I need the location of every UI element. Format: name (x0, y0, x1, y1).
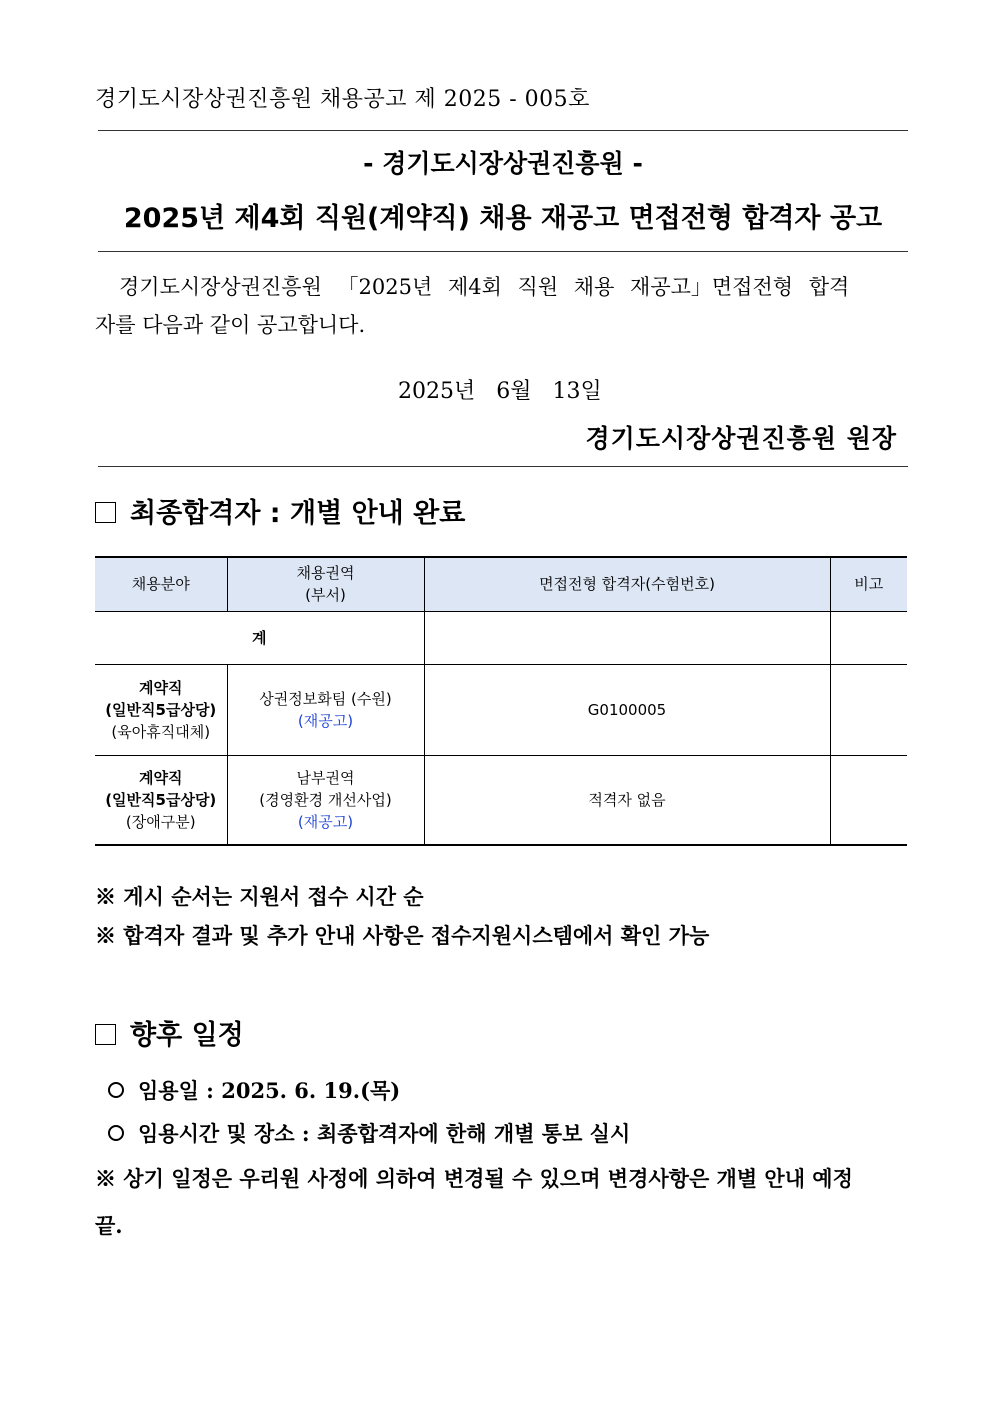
row-field-line3: (장애구분) (125, 812, 196, 831)
row-region-note: (재공고) (297, 812, 354, 831)
section-final-passers-title (95, 491, 465, 530)
circle-bullet-icon (108, 1125, 124, 1141)
intro-paragraph (95, 268, 895, 344)
header-region (227, 557, 424, 611)
note-posting-order: ※ 게시 순서는 지원서 접수 시간 순 (95, 884, 424, 909)
row-remarks (830, 664, 907, 755)
document-number: 경기도시장상권진흥원 채용공고 제 2025 - 005호 (95, 87, 590, 112)
schedule-item-text: 임용일 : 2025. 6. 19.(목) (138, 1078, 401, 1103)
header-remarks: 비고 (830, 557, 907, 611)
row-passer: 적격자 없음 (424, 755, 830, 845)
header-region-line1: 채용권역 (296, 564, 355, 583)
header-region-line2: (부서) (305, 586, 346, 605)
note-check-system: ※ 합격자 결과 및 추가 안내 사항은 접수지원시스템에서 확인 가능 (95, 923, 710, 948)
section-schedule-title (95, 1013, 244, 1052)
intro-line-2: 자를 다음과 같이 공고합니다. (95, 313, 366, 337)
row-region (227, 664, 424, 755)
section-final-passers-label: 최종합격자 : 개별 안내 완료 (130, 498, 466, 529)
row-field (95, 755, 227, 845)
row-field-line3: (육아휴직대체) (111, 722, 211, 741)
organization-heading: - 경기도시장상권진흥원 - (363, 149, 643, 178)
schedule-item (108, 1118, 630, 1148)
table-header-row (95, 557, 907, 611)
table-row (95, 755, 907, 845)
checkbox-square-icon (95, 1024, 116, 1045)
circle-bullet-icon (108, 1082, 124, 1098)
row-region-line1: 상권정보화팀 (수원) (259, 689, 392, 708)
row-field-line1: 계약직 (139, 678, 183, 697)
intro-line-1: 경기도시장상권진흥원 「2025년 제4회 직원 채용 재공고」면접전형 합격 (119, 275, 850, 299)
header-passer: 면접전형 합격자(수험번호) (424, 557, 830, 611)
page-title: 2025년 제4회 직원(계약직) 채용 재공고 면접전형 합격자 공고 (123, 203, 883, 234)
row-region (227, 755, 424, 845)
section-schedule-label: 향후 일정 (130, 1020, 244, 1051)
row-region-line2: (경영환경 개선사업) (259, 790, 392, 809)
table-row (95, 664, 907, 755)
row-passer: G0100005 (424, 664, 830, 755)
end-mark: 끝. (95, 1213, 123, 1238)
row-field (95, 664, 227, 755)
signer-divider (98, 466, 908, 467)
total-label: 계 (95, 611, 424, 664)
row-region-line1: 남부권역 (296, 768, 355, 787)
row-field-line1: 계약직 (139, 768, 183, 787)
row-remarks (830, 755, 907, 845)
row-field-line2: (일반직5급상당) (105, 790, 217, 809)
top-divider (98, 130, 908, 131)
header-field: 채용분야 (95, 557, 227, 611)
table-total-row (95, 611, 907, 664)
note-schedule-change: ※ 상기 일정은 우리원 사정에 의하여 변경될 수 있으며 변경사항은 개별 안내 예정 (95, 1166, 853, 1191)
schedule-item (108, 1075, 400, 1105)
schedule-item-text: 임용시간 및 장소 : 최종합격자에 한해 개별 통보 실시 (138, 1121, 631, 1146)
row-field-line2: (일반직5급상당) (105, 700, 217, 719)
publication-date: 2025년 6월 13일 (398, 379, 602, 404)
total-remarks (830, 611, 907, 664)
total-passer (424, 611, 830, 664)
signer: 경기도시장상권진흥원 원장 (585, 424, 897, 453)
row-region-note: (재공고) (297, 711, 354, 730)
results-table (95, 556, 907, 846)
checkbox-square-icon (95, 502, 116, 523)
title-divider (98, 251, 908, 252)
